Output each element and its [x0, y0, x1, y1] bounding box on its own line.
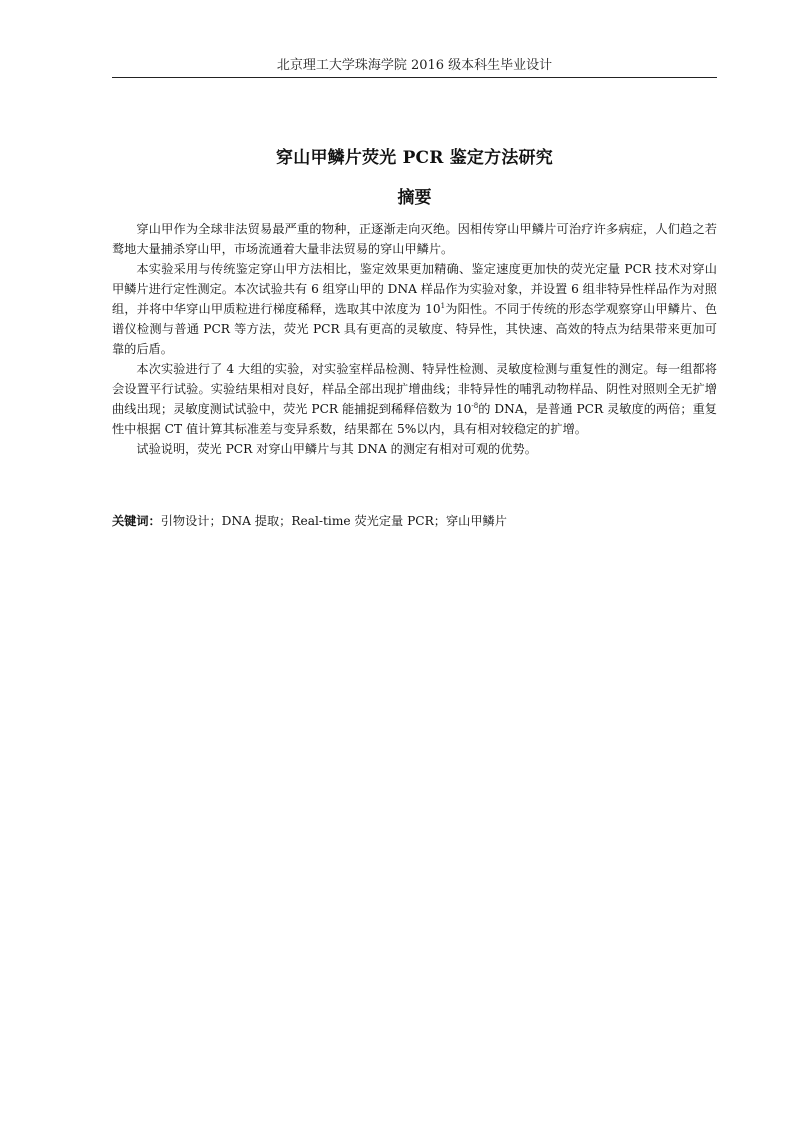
abstract-heading: 摘要 [397, 188, 432, 208]
abstract-paragraph-3 [112, 359, 717, 439]
abstract-paragraph-3-text-b: 的 DNA，是普通 PCR 灵敏度的两倍；重复性中根据 CT 值计算其标准差与变异系数，结果都在 5%以内，具有相对较稳定的扩增。 [112, 402, 717, 436]
abstract-paragraph-4: 试验说明，荧光 PCR 对穿山甲鳞片与其 DNA 的测定有相对可观的优势。 [136, 442, 537, 456]
running-header: 北京理工大学珠海学院 2016 级本科生毕业设计 [276, 58, 553, 73]
exponent-superscript: -8 [471, 402, 479, 410]
exponent-superscript: 1 [440, 302, 446, 310]
keywords-line [112, 511, 717, 531]
abstract-paragraph-3-text-a: 本次实验进行了 4 大组的实验，对实验室样品检测、特异性检测、灵敏度检测与重复性的测定。每一组都将会设置平行试验。实验结果相对良好，样品全部出现扩增曲线；非特异性的哺乳动物样品、阴性对照则全无扩增曲线出现；灵敏度测试试验中，荧光 PCR 能捕捉到稀释倍数为 10 [112, 362, 717, 416]
abstract-paragraph-2 [112, 259, 717, 359]
abstract-paragraph-2-text-b: 为阳性。不同于传统的形态学观察穿山甲鳞片、色谱仪检测与普通 PCR 等方法，荧光 PCR 具有更高的灵敏度、特异性，其快速、高效的特点为结果带来更加可靠的后盾。 [112, 302, 718, 356]
keywords-label: 关键词： [112, 514, 161, 528]
header-rule [112, 77, 717, 78]
abstract-body [112, 219, 717, 459]
abstract-paragraph-1: 穿山甲作为全球非法贸易最严重的物种，正逐渐走向灭绝。因相传穿山甲鳞片可治疗许多病症，人们趋之若鹜地大量捕杀穿山甲，市场流通着大量非法贸易的穿山甲鳞片。 [112, 222, 717, 256]
keywords-text: 引物设计；DNA 提取；Real-time 荧光定量 PCR；穿山甲鳞片 [160, 514, 507, 528]
abstract-paragraph-2-text-a: 本实验采用与传统鉴定穿山甲方法相比，鉴定效果更加精确、鉴定速度更加快的荧光定量 PCR 技术对穿山甲鳞片进行定性测定。本次试验共有 6 组穿山甲的 DNA 样品作为实验对象，并设置 6 组非特异性样品作为对照组，并将中华穿山甲质粒进行梯度稀释，选取其中浓度为 10 [112, 262, 717, 316]
paper-title: 穿山甲鳞片荧光 PCR 鉴定方法研究 [276, 148, 553, 168]
